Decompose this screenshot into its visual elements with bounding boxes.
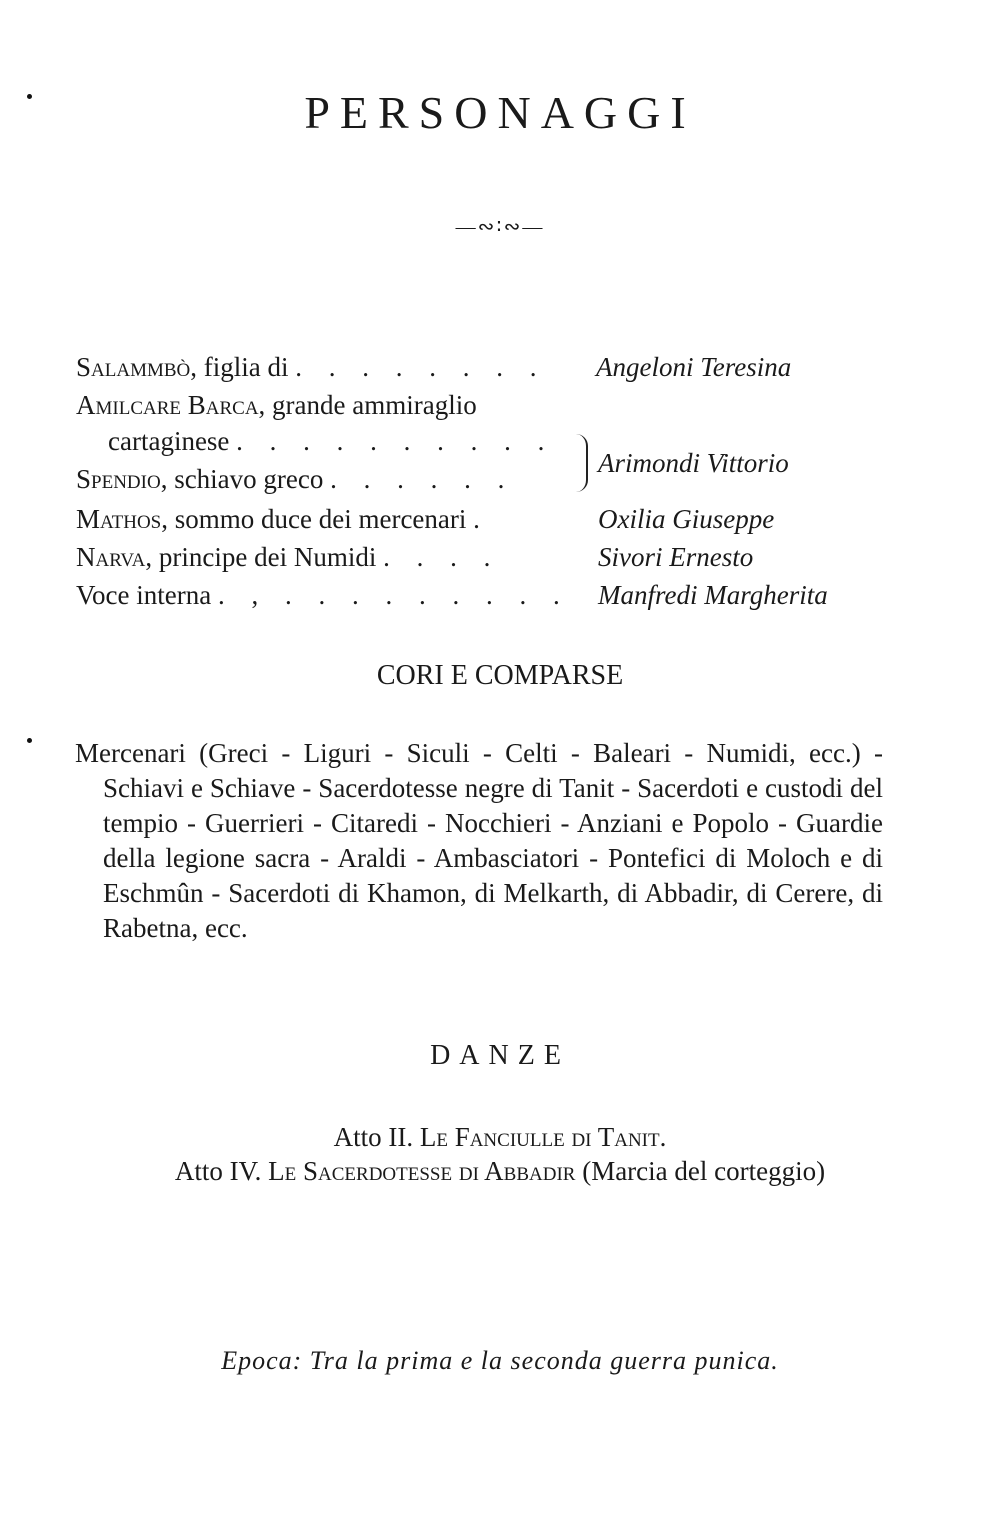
brace-bracket xyxy=(576,434,588,492)
cast-row xyxy=(76,580,570,616)
character-desc: , figlia di xyxy=(190,352,289,382)
character-name: Amilcare Barca xyxy=(76,390,259,420)
margin-speck xyxy=(27,738,32,743)
danze-heading: DANZE xyxy=(430,1040,570,1071)
actor-name: Sivori Ernesto xyxy=(598,542,754,572)
cast-row xyxy=(76,390,477,426)
cast-row xyxy=(76,464,514,500)
dance-note: (Marcia del corteggio) xyxy=(582,1156,826,1186)
character-name: Narva xyxy=(76,542,146,572)
character-desc: , grande ammiraglio xyxy=(258,390,477,420)
character-name: Voce interna xyxy=(76,580,212,610)
cast-row-continuation xyxy=(108,426,554,462)
character-name: Mathos xyxy=(76,504,162,534)
dance-entry xyxy=(0,1156,1000,1187)
dot-leader: . . . . . . . . . . xyxy=(236,426,555,456)
actor-name: Oxilia Giuseppe xyxy=(598,504,775,534)
character-desc: cartaginese xyxy=(108,426,230,456)
character-desc: , principe dei Numidi xyxy=(145,542,377,572)
actor-name: Arimondi Vittorio xyxy=(598,448,789,478)
cori-heading: CORI E COMPARSE xyxy=(376,660,624,691)
character-desc: , sommo duce dei mercenari xyxy=(161,504,467,534)
epoch-note: Epoca: Tra la prima e la seconda guerra punica. xyxy=(221,1346,779,1375)
dot-leader: . xyxy=(473,504,490,534)
cast-row xyxy=(76,542,500,578)
dance-entry xyxy=(0,1122,1000,1153)
cori-paragraph: Mercenari (Greci - Liguri - Siculi - Celti - Baleari - Numidi, ecc.) - Schiavi e Schiave - Sacerdotesse negre di Tanit - Sacerdoti e custodi del tempio - Guerrieri - Citaredi - Nocchieri - Anziani e Popolo - Guardie della legione sacra - Araldi - Ambasciatori - Pontefici di Moloch e di Eschmûn - Sacerdoti di Khamon, di Melkarth, di Abbadir, di Cerere, di Rabetna, ecc. xyxy=(75,738,883,943)
dot-leader: . . . . . . xyxy=(330,464,515,494)
dot-leader: . . . . xyxy=(383,542,501,572)
dot-leader: . , . . . . . . . . . xyxy=(217,580,570,610)
page-title: PERSONAGGI xyxy=(304,87,696,138)
dot-leader: . . . . . . . . xyxy=(295,352,547,382)
character-desc: , schiavo greco xyxy=(160,464,324,494)
actor-name: Angeloni Teresina xyxy=(596,352,792,382)
ornament-divider: —∾∶∾— xyxy=(455,216,545,238)
dance-title: Le Fanciulle di Tanit. xyxy=(419,1122,667,1152)
character-name: Salammbò xyxy=(76,352,191,382)
dance-act: Atto II. xyxy=(333,1122,414,1152)
dance-act: Atto IV. xyxy=(174,1156,262,1186)
character-name: Spendio xyxy=(76,464,161,494)
actor-name: Manfredi Margherita xyxy=(598,580,828,610)
cast-row xyxy=(76,504,490,540)
cast-row xyxy=(76,352,546,388)
dance-title: Le Sacerdotesse di Abbadir xyxy=(268,1156,576,1186)
